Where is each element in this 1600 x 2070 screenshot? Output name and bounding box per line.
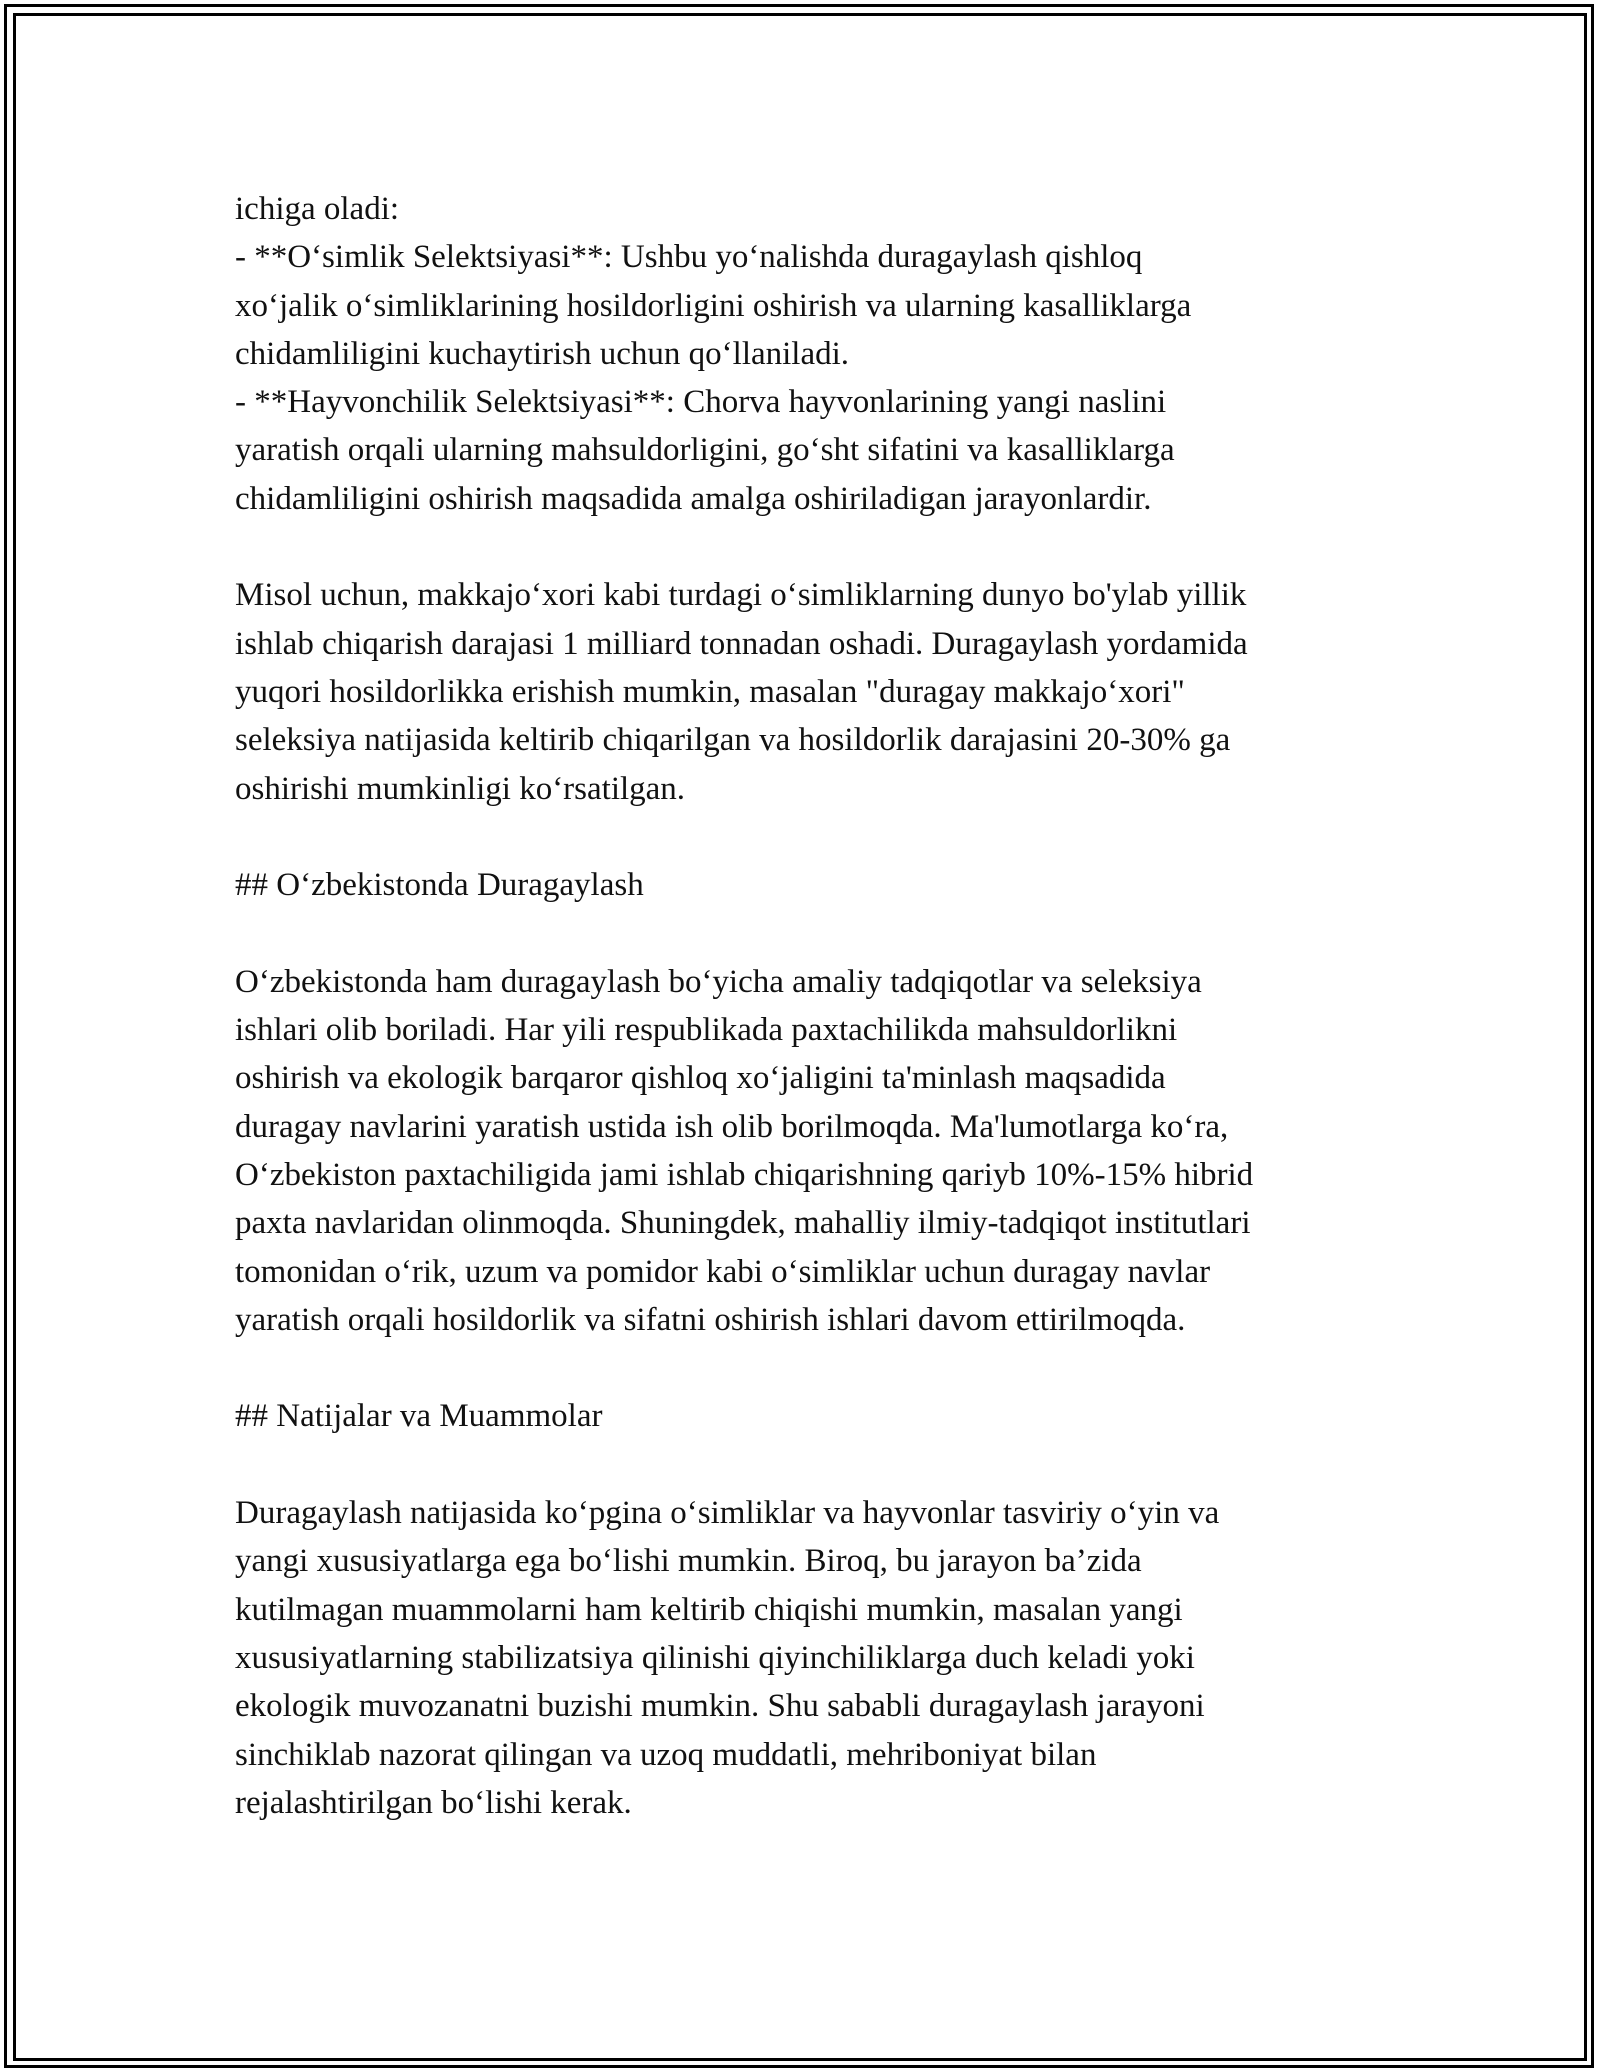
text-line: oshirish va ekologik barqaror qishloq xo‘jaligini ta'minlash maqsadida: [235, 1060, 1166, 1097]
text-line: duragay navlarini yaratish ustida ish olib borilmoqda. Ma'lumotlarga ko‘ra,: [235, 1108, 1229, 1145]
section-heading: ## O‘zbekistonda Duragaylash: [235, 867, 644, 904]
text-line: oshirishi mumkinligi ko‘rsatilgan.: [235, 770, 686, 807]
paragraph-spacer: [235, 523, 1385, 571]
text-line: O‘zbekiston paxtachiligida jami ishlab chiqarishning qariyb 10%-15% hibrid: [235, 1156, 1254, 1193]
paragraph-spacer: [235, 813, 1385, 861]
text-line: yangi xususiyatlarga ega bo‘lishi mumkin. Biroq, bu jarayon ba’zida: [235, 1543, 1142, 1580]
paragraph-spacer: [235, 1441, 1385, 1489]
paragraph-spacer: [235, 909, 1385, 957]
text-line: ichiga oladi:: [235, 191, 400, 227]
text-line: kutilmagan muammolarni ham keltirib chiqishi mumkin, masalan yangi: [235, 1591, 1183, 1628]
paragraph-spacer: [235, 1344, 1385, 1392]
paragraph-results: [235, 1489, 1385, 1827]
heading-results: [235, 1392, 1385, 1440]
text-line: tomonidan o‘rik, uzum va pomidor kabi o‘simliklar uchun duragay navlar: [235, 1253, 1211, 1290]
text-line: Duragaylash natijasida ko‘pgina o‘simliklar va hayvonlar tasviriy o‘yin va: [235, 1495, 1220, 1532]
text-line: ishlari olib boriladi. Har yili respublikada paxtachilikda mahsuldorlikni: [235, 1012, 1178, 1049]
text-line: O‘zbekistonda ham duragaylash bo‘yicha amaliy tadqiqotlar va seleksiya: [235, 963, 1202, 1000]
text-line: ekologik muvozanatni buzishi mumkin. Shu sababli duragaylash jarayoni: [235, 1688, 1205, 1725]
paragraph-selection-types: [235, 185, 1385, 523]
heading-uzbekistan: [235, 861, 1385, 909]
text-line: Misol uchun, makkajo‘xori kabi turdagi o‘simliklarning dunyo bo'ylab yillik: [235, 577, 1247, 614]
text-line: sinchiklab nazorat qilingan va uzoq muddatli, mehriboniyat bilan: [235, 1736, 1097, 1773]
text-line: xo‘jalik o‘simliklarining hosildorligini oshirish va ularning kasalliklarga: [235, 287, 1192, 324]
text-line: chidamliligini oshirish maqsadida amalga oshiriladigan jarayonlardir.: [235, 480, 1152, 517]
document-body: [235, 185, 1385, 1827]
paragraph-uzbekistan: [235, 958, 1385, 1344]
text-line: rejalashtirilgan bo‘lishi kerak.: [235, 1784, 632, 1821]
text-line: xususiyatlarning stabilizatsiya qilinishi qiyinchiliklarga duch keladi yoki: [235, 1639, 1195, 1676]
text-line: - **O‘simlik Selektsiyasi**: Ushbu yo‘nalishda duragaylash qishloq: [235, 239, 1143, 276]
section-heading: ## Natijalar va Muammolar: [235, 1398, 603, 1435]
text-line: - **Hayvonchilik Selektsiyasi**: Chorva hayvonlarining yangi naslini: [235, 384, 1167, 421]
text-line: paxta navlaridan olinmoqda. Shuningdek, mahalliy ilmiy-tadqiqot institutlari: [235, 1205, 1251, 1242]
text-line: seleksiya natijasida keltirib chiqarilgan va hosildorlik darajasini 20-30% ga: [235, 722, 1231, 759]
paragraph-corn-example: [235, 571, 1385, 812]
text-line: chidamliligini kuchaytirish uchun qo‘llaniladi.: [235, 335, 850, 372]
text-line: ishlab chiqarish darajasi 1 milliard tonnadan oshadi. Duragaylash yordamida: [235, 625, 1248, 662]
text-line: yaratish orqali ularning mahsuldorligini, go‘sht sifatini va kasalliklarga: [235, 432, 1175, 469]
text-line: yaratish orqali hosildorlik va sifatni oshirish ishlari davom ettirilmoqda.: [235, 1301, 1186, 1338]
text-line: yuqori hosildorlikka erishish mumkin, masalan "duragay makkajo‘xori": [235, 673, 1185, 710]
